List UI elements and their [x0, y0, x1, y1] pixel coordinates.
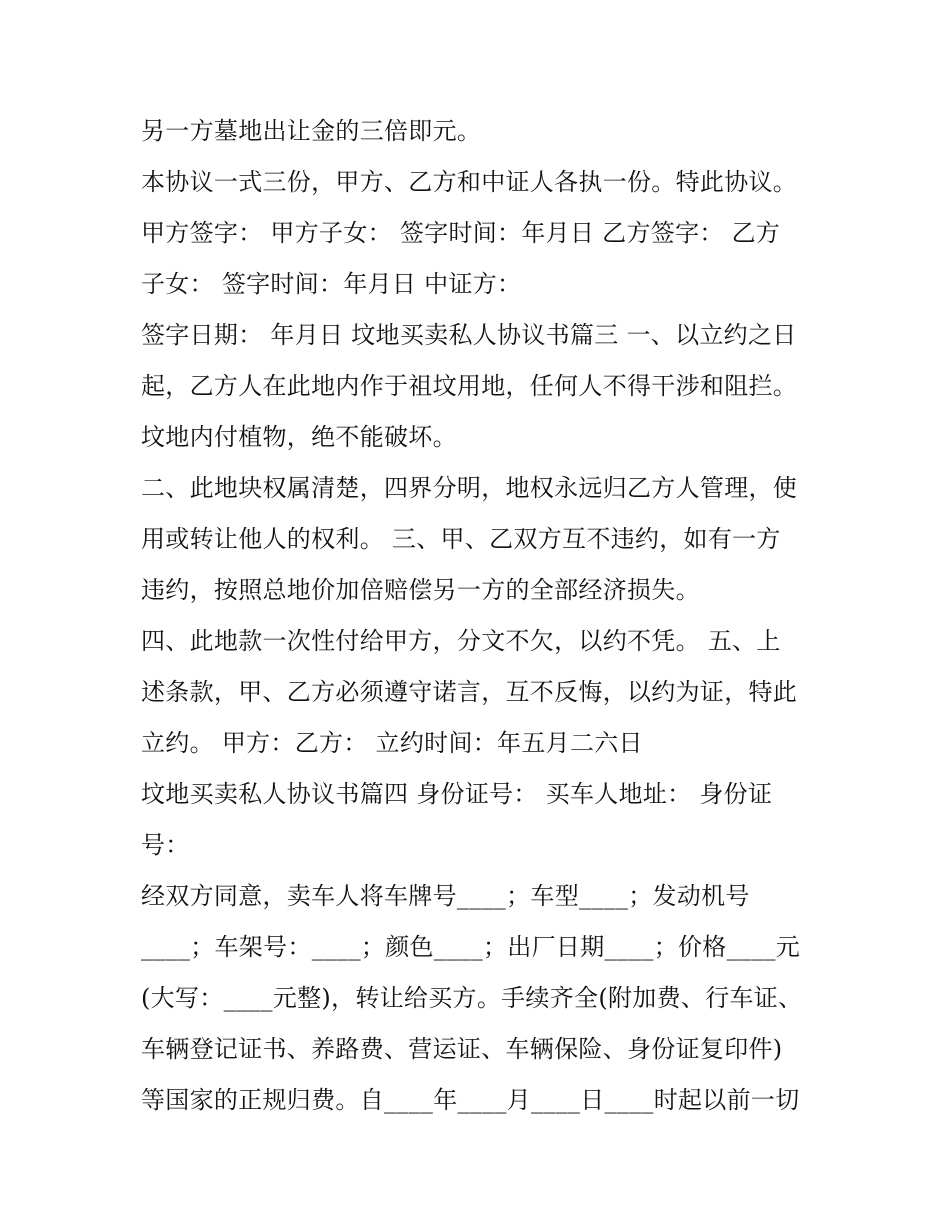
- text-line: 起，乙方人在此地内作于祖坟用地，任何人不得干涉和阻拦。: [141, 372, 798, 400]
- text-line: 签字日期： 年月日 坟地买卖私人协议书篇三 一、以立约之日: [141, 321, 797, 349]
- text-line: 车辆登记证书、养路费、营运证、车辆保险、身份证复印件): [141, 1035, 783, 1063]
- text-line: 违约，按照总地价加倍赔偿另一方的全部经济损失。: [141, 576, 700, 604]
- text-line: 述条款，甲、乙方必须遵守诺言，互不反悔，以约为证，特此: [141, 678, 798, 706]
- text-line: 经双方同意，卖车人将车牌号____；车型____；发动机号: [141, 882, 750, 910]
- text-line: ____；车架号：____；颜色____；出厂日期____；价格____元: [141, 933, 801, 961]
- text-line: 等国家的正规归费。自____年____月____日____时起以前一切: [141, 1086, 800, 1114]
- text-line: 本协议一式三份，甲方、乙方和中证人各执一份。特此协议。: [141, 168, 798, 196]
- text-line: 四、此地款一次性付给甲方，分文不欠，以约不凭。 五、上: [141, 627, 781, 655]
- text-line: 用或转让他人的权利。 三、甲、乙双方互不违约，如有一方: [141, 525, 781, 553]
- text-line: 甲方签字： 甲方子女： 签字时间：年月日 乙方签字： 乙方: [141, 219, 781, 247]
- text-line: 另一方墓地出让金的三倍即元。: [141, 117, 482, 145]
- text-line: 立约。 甲方：乙方： 立约时间：年五月二六日: [141, 729, 643, 757]
- text-line: 坟地买卖私人协议书篇四 身份证号： 买车人地址： 身份证: [141, 780, 773, 808]
- text-line: 号：: [141, 831, 190, 859]
- text-line: 子女： 签字时间：年月日 中证方：: [141, 270, 522, 298]
- text-line: 坟地内付植物，绝不能破坏。: [141, 423, 457, 451]
- document-body: [141, 106, 841, 1126]
- text-line: 二、此地块权属清楚，四界分明，地权永远归乙方人管理，使: [141, 474, 798, 502]
- text-line: (大写：____元整)，转让给买方。手续齐全(附加费、行车证、: [141, 984, 803, 1012]
